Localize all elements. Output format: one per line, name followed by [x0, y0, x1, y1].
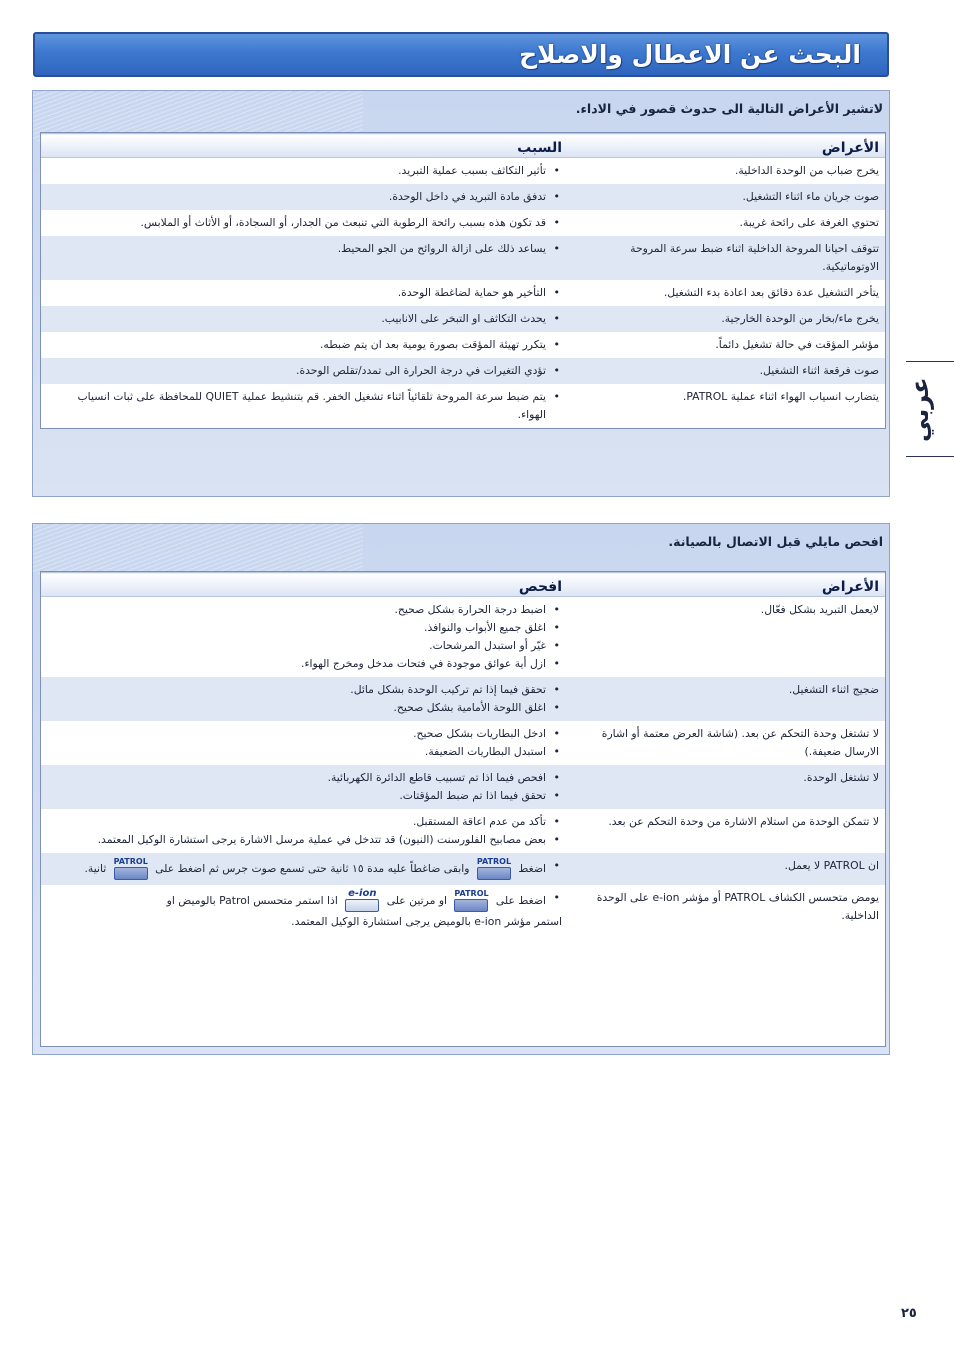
check-item: • بعض مصابيح الفلورسنت (النيون) قد تتدخل في عملية مرسل الاشارة يرجى استشارة الوكيل المعتمد. [47, 831, 562, 849]
cause-item: • تدفق مادة التبريد في داخل الوحدة. [47, 188, 562, 206]
table-row [41, 358, 885, 384]
col-symptom-header: الأعراض [568, 573, 885, 597]
check-cell [41, 885, 568, 935]
language-label: عربي [906, 377, 934, 443]
cause-item: • يتكرر تهيئة المؤقت بصورة يومية بعد ان يتم ضبطه. [47, 336, 562, 354]
check-item: • غيّر أو استبدل المرشحات. [47, 637, 562, 655]
cause-item: • يتم ضبط سرعة المروحة تلقائياً اثناء تشغيل الخفر. قم بتنشيط عملية QUIET للمحافظة على ثبات انسياب الهواء. [47, 388, 562, 424]
check-cell [41, 853, 568, 885]
cause-cell [41, 384, 568, 428]
table-row [41, 885, 885, 935]
check-item-continued: استمر مؤشر e-ion بالوميض يرجى استشارة الوكيل المعتمد. [291, 915, 562, 928]
cause-cell [41, 184, 568, 210]
cause-cell [41, 332, 568, 358]
symptom-cell: ان PATROL لا يعمل. [568, 853, 885, 885]
check-cell [41, 721, 568, 765]
section2-table [41, 572, 885, 935]
symptom-cell: تحتوي الغرفة على رائحة غريبة. [739, 216, 879, 229]
symptom-cell: صوت جريان ماء اثناء التشغيل. [568, 184, 885, 210]
check-item: • افحص فيما اذا تم تسبيب قاطع الدائرة الكهربائية. [47, 769, 562, 787]
col-symptom-header: الأعراض [568, 134, 885, 158]
table-row [41, 306, 885, 332]
or-text: او [438, 894, 448, 907]
table-row [41, 280, 885, 306]
cause-item: • تأثير التكاثف بسبب عملية التبريد. [47, 162, 562, 180]
check-item: • اضبط درجة الحرارة بشكل صحيح. [47, 601, 562, 619]
symptom-cell: ضجيج اثناء التشغيل. [568, 677, 885, 721]
check-item: • ازل أية عوائق موجودة في فتحات مدخل ومخرج الهواء. [47, 655, 562, 673]
symptom-cell: لا تتمكن الوحدة من استلام الاشارة من وحدة التحكم عن بعد. [608, 815, 879, 828]
col-check-header: افحص [41, 573, 568, 597]
press-label: اضغط [518, 862, 546, 875]
table-row [41, 809, 885, 853]
symptom-cell: صوت فرقعة اثناء التشغيل. [568, 358, 885, 384]
hold-text: وابقى ضاغطاً عليه مدة ١٥ ثانية حتى تسمع صوت جرس ثم اضغط على [155, 862, 470, 875]
second-text: ثانية. [84, 862, 107, 875]
check-item: • اغلق جميع الأبواب والنوافذ. [47, 619, 562, 637]
table-row [41, 184, 885, 210]
cause-cell [41, 306, 568, 332]
page-number: ٢٥ [901, 1306, 917, 1321]
cause-item: • يحدث التكاثف او التبخر على الانابيب. [47, 310, 562, 328]
section1-table-frame [40, 132, 886, 429]
col-cause-header: السبب [41, 134, 568, 158]
table-row [41, 597, 885, 678]
page-title: البحث عن الاعطال والاصلاح [519, 40, 861, 69]
symptom-cell: لايعمل التبريد بشكل فعّال. [760, 603, 879, 616]
check-cell [41, 677, 568, 721]
check-item: • اغلق اللوحة الأمامية بشكل صحيح. [47, 699, 562, 717]
check-cell [41, 597, 568, 678]
check-item: • تحقق فيما اذا تم ضبط المؤقتات. [47, 787, 562, 805]
cause-item: • يساعد ذلك على ازالة الروائح من الجو المحيط. [47, 240, 562, 258]
table-row [41, 765, 885, 809]
twice-text: مرتين على [386, 894, 436, 907]
check-cell [41, 765, 568, 809]
blink-text: اذا استمر متحسس Patrol بالوميض او [166, 894, 338, 907]
symptom-cell: يتضارب انسياب الهواء اثناء عملية PATROL. [682, 390, 879, 403]
table-row [41, 721, 885, 765]
table-row [41, 384, 885, 428]
symptom-cell: يومض متحسس الكشاف PATROL أو مؤشر e-ion على الوحدة الداخلية. [596, 891, 879, 922]
check-cell [41, 809, 568, 853]
table-row [41, 210, 885, 236]
check-item: • استبدل البطاريات الضعيفة. [47, 743, 562, 761]
section1-table [41, 133, 885, 428]
symptom-cell: يتأخر التشغيل عدة دقائق بعد اعادة بدء التشغيل. [663, 286, 879, 299]
cause-cell [41, 210, 568, 236]
cause-item: • التأخير هو حماية لضاغطة الوحدة. [47, 284, 562, 302]
table-row [41, 853, 885, 885]
press-text: اضغط على [495, 894, 546, 907]
patrol-button-icon: PATROL [112, 857, 150, 881]
section2-heading: افحص مايلي قبل الاتصال بالصيانة. [668, 534, 883, 549]
symptom-cell: لا تشتغل وحدة التحكم عن بعد. (شاشة العرض معتمة أو اشارة الارسال ضعيفة.) [601, 727, 879, 758]
section-check-before-service [32, 523, 890, 1055]
eion-button-icon: e-ion [343, 889, 381, 913]
cause-item: • تؤدي التغيرات في درجة الحرارة الى تمدد/تقلص الوحدة. [47, 362, 562, 380]
patrol-button-icon: PATROL [475, 857, 513, 881]
symptom-cell: مؤشر المؤقت في حالة تشغيل دائماً. [715, 338, 879, 351]
section-no-malfunction [32, 90, 890, 497]
section2-table-frame [40, 571, 886, 1047]
cause-cell [41, 158, 568, 185]
check-item: • تأكد من عدم اعاقة المستقبل. [47, 813, 562, 831]
table-row [41, 332, 885, 358]
symptom-cell: يخرج ضباب من الوحدة الداخلية. [734, 164, 879, 177]
title-banner [33, 32, 889, 77]
table-row [41, 158, 885, 185]
cause-cell [41, 358, 568, 384]
symptom-cell: يخرج ماء/بخار من الوحدة الخارجية. [568, 306, 885, 332]
language-side-tab [906, 361, 954, 457]
check-item [47, 889, 562, 913]
section1-heading: لاتشير الأعراض التالية الى حدوث قصور في الاداء. [575, 101, 883, 116]
symptom-cell: لا تشتغل الوحدة. [568, 765, 885, 809]
table-row [41, 677, 885, 721]
check-item [47, 857, 562, 881]
cause-item: • قد تكون هذه بسبب رائحة الرطوبة التي تنبعث من الجدار، أو السجادة، أو الأثاث أو الملابس. [47, 214, 562, 232]
symptom-cell: تتوقف احيانا المروحة الداخلية اثناء ضبط سرعة المروحة الاوتوماتيكية. [568, 236, 885, 280]
patrol-button-icon: PATROL [452, 889, 490, 913]
cause-cell [41, 236, 568, 280]
check-item: • تحقق فيما إذا تم تركيب الوحدة بشكل مائل. [47, 681, 562, 699]
check-item: • ادخل البطاريات بشكل صحيح. [47, 725, 562, 743]
cause-cell [41, 280, 568, 306]
table-row [41, 236, 885, 280]
